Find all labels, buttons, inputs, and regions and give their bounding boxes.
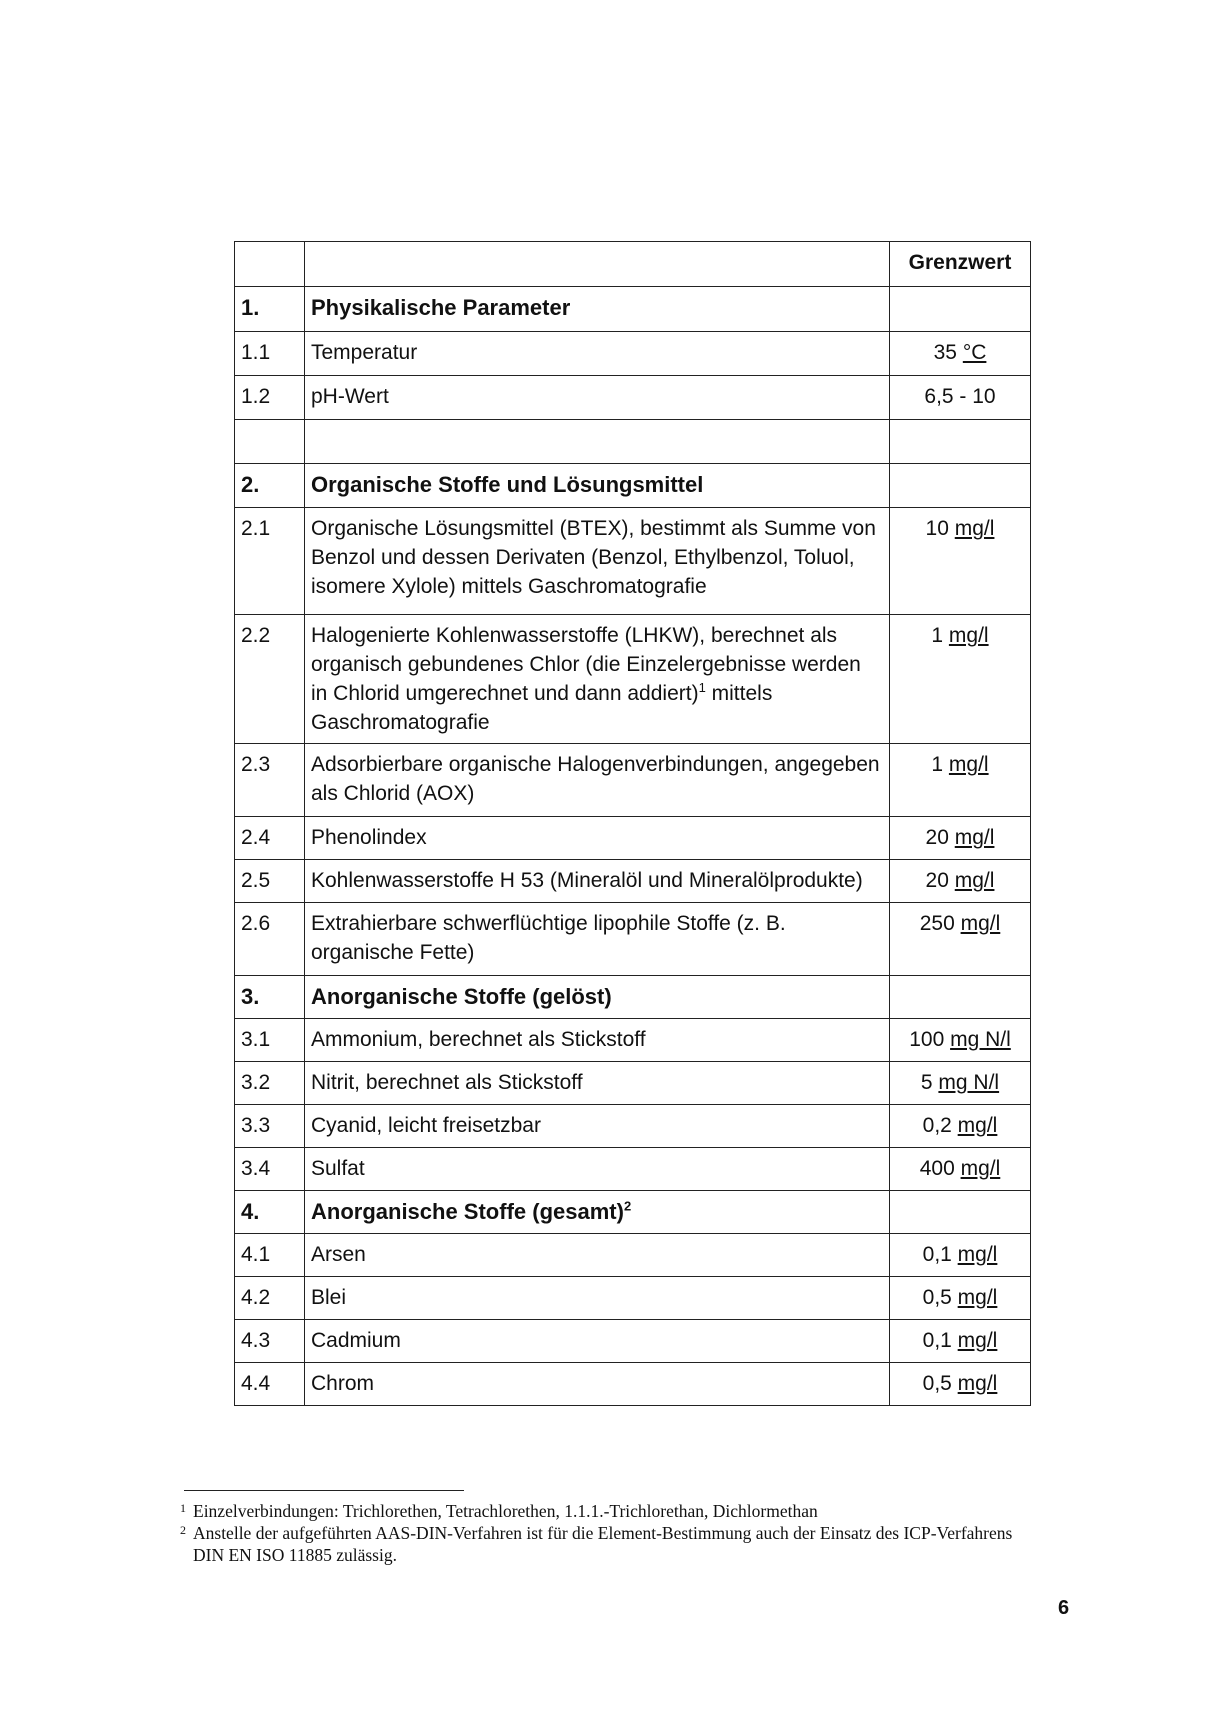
table-row [235, 1148, 1031, 1191]
limit-number: 1 [931, 624, 949, 647]
footnote-divider [184, 1490, 464, 1491]
row-description: Blei [305, 1277, 890, 1320]
limit-unit: mg/l [957, 1243, 998, 1266]
row-limit-value [890, 1363, 1031, 1406]
limit-number: 20 [925, 869, 955, 892]
row-limit-value [890, 817, 1031, 860]
row-number: 2.4 [235, 817, 305, 860]
row-limit-value [890, 1191, 1031, 1234]
table-row [235, 860, 1031, 903]
row-number: 3.1 [235, 1019, 305, 1062]
row-description: pH-Wert [305, 376, 890, 420]
row-description: Adsorbierbare organische Halogenverbindungen, angegeben als Chlorid (AOX) [305, 744, 890, 817]
row-description: Organische Stoffe und Lösungsmittel [305, 464, 890, 508]
row-limit-value [890, 332, 1031, 376]
row-limit-value [890, 376, 1031, 420]
limit-number: 0,1 [922, 1329, 958, 1352]
footnotes [180, 1500, 1020, 1566]
row-number: 2.5 [235, 860, 305, 903]
limit-number: 10 [925, 517, 955, 540]
row-description: Organische Lösungsmittel (BTEX), bestimmt als Summe von Benzol und dessen Derivaten (Benzol, Ethylbenzol, Toluol, isomere Xylole) mittels Gaschromatografie [305, 508, 890, 615]
row-description: Temperatur [305, 332, 890, 376]
limit-number: 0,5 [922, 1372, 958, 1395]
header-num-cell [235, 242, 305, 287]
row-number: 4.3 [235, 1320, 305, 1363]
table-row [235, 1277, 1031, 1320]
row-description: Sulfat [305, 1148, 890, 1191]
row-description: Cyanid, leicht freisetzbar [305, 1105, 890, 1148]
limit-number: 1 [931, 753, 949, 776]
limit-number: 35 [933, 341, 963, 364]
row-number: 4.1 [235, 1234, 305, 1277]
row-number: 4. [235, 1191, 305, 1234]
footnote-text: Einzelverbindungen: Trichlorethen, Tetrachlorethen, 1.1.1.-Trichlorethan, Dichlormethan [193, 1501, 818, 1521]
limit-unit: mg/l [954, 517, 995, 540]
row-number: 4.2 [235, 1277, 305, 1320]
row-description [305, 615, 890, 744]
footnote-ref-1: 1 [698, 680, 706, 695]
table-row [235, 615, 1031, 744]
limit-unit: mg/l [948, 753, 989, 776]
row-description: Phenolindex [305, 817, 890, 860]
table-row [235, 903, 1031, 976]
limit-unit: mg N/l [938, 1071, 1000, 1094]
limit-unit: mg/l [957, 1286, 998, 1309]
table-row [235, 817, 1031, 860]
row-limit-value [890, 420, 1031, 464]
limit-unit: mg N/l [950, 1028, 1011, 1051]
row-description: Physikalische Parameter [305, 287, 890, 332]
footnote-text: Anstelle der aufgeführten AAS-DIN-Verfahren ist für die Element-Bestimmung auch der Einsatz des ICP-Verfahrens DIN EN ISO 11885 zulässig. [193, 1523, 1013, 1565]
table-header-row [235, 242, 1031, 287]
footnote-ref-2: 2 [623, 1198, 632, 1214]
limit-unit: mg/l [957, 1329, 998, 1352]
row-description-text: Anorganische Stoffe (gesamt) [311, 1199, 624, 1224]
table-row [235, 1234, 1031, 1277]
limit-unit: mg/l [948, 624, 989, 647]
row-limit-value [890, 508, 1031, 615]
header-desc-cell [305, 242, 890, 287]
row-description: Kohlenwasserstoffe H 53 (Mineralöl und Mineralölprodukte) [305, 860, 890, 903]
table-row [235, 376, 1031, 420]
limit-values-table [234, 241, 1031, 1406]
row-number: 2. [235, 464, 305, 508]
footnote-mark: 2 [180, 1523, 186, 1537]
row-limit-value [890, 744, 1031, 817]
table-row [235, 1019, 1031, 1062]
footnote-mark: 1 [180, 1501, 186, 1515]
limit-number: 400 [919, 1157, 961, 1180]
row-number [235, 420, 305, 464]
table-row [235, 332, 1031, 376]
row-limit-value [890, 1019, 1031, 1062]
page-number: 6 [1058, 1597, 1070, 1619]
row-description: Arsen [305, 1234, 890, 1277]
row-number: 3.3 [235, 1105, 305, 1148]
row-limit-value [890, 903, 1031, 976]
limit-number: 6,5 - 10 [924, 385, 996, 408]
row-description: Extrahierbare schwerflüchtige lipophile Stoffe (z. B. organische Fette) [305, 903, 890, 976]
limit-number: 0,5 [922, 1286, 958, 1309]
limit-unit: mg/l [960, 1157, 1001, 1180]
row-description: Ammonium, berechnet als Stickstoff [305, 1019, 890, 1062]
row-limit-value [890, 1105, 1031, 1148]
row-number: 4.4 [235, 1363, 305, 1406]
row-limit-value [890, 615, 1031, 744]
row-number: 2.6 [235, 903, 305, 976]
row-description: Chrom [305, 1363, 890, 1406]
row-limit-value [890, 976, 1031, 1019]
row-description [305, 1191, 890, 1234]
row-limit-value [890, 1277, 1031, 1320]
row-limit-value [890, 1234, 1031, 1277]
limit-unit: mg/l [960, 912, 1001, 935]
row-description: Cadmium [305, 1320, 890, 1363]
row-limit-value [890, 860, 1031, 903]
row-description-text-after: mittels Gaschromatografie [311, 682, 773, 734]
header-limit-value: Grenzwert [890, 242, 1031, 287]
row-description [305, 420, 890, 464]
row-number: 1.2 [235, 376, 305, 420]
row-limit-value [890, 1062, 1031, 1105]
limit-number: 0,2 [922, 1114, 958, 1137]
limit-unit: mg/l [954, 826, 995, 849]
row-number: 2.1 [235, 508, 305, 615]
table-row [235, 744, 1031, 817]
limit-unit: mg/l [957, 1114, 998, 1137]
table-row [235, 1105, 1031, 1148]
row-limit-value [890, 287, 1031, 332]
row-number: 3.2 [235, 1062, 305, 1105]
row-number: 2.2 [235, 615, 305, 744]
limit-unit: mg/l [954, 869, 995, 892]
table-row [235, 508, 1031, 615]
table-row-section-2 [235, 464, 1031, 508]
footnote-2 [180, 1522, 1020, 1566]
limit-number: 100 [909, 1028, 951, 1051]
limit-unit: mg/l [957, 1372, 998, 1395]
limit-number: 20 [925, 826, 955, 849]
limit-number: 250 [919, 912, 961, 935]
row-limit-value [890, 1320, 1031, 1363]
row-number: 2.3 [235, 744, 305, 817]
row-limit-value [890, 1148, 1031, 1191]
table-row-section-1 [235, 287, 1031, 332]
table-row-section-3 [235, 976, 1031, 1019]
limit-number: 0,1 [922, 1243, 958, 1266]
table-row [235, 1320, 1031, 1363]
row-description-text: Halogenierte Kohlenwasserstoffe (LHKW), berechnet als organisch gebundenes Chlor (die Einzelergebnisse werden in Chlorid umgerechnet und dann addiert) [311, 624, 861, 705]
row-number: 1. [235, 287, 305, 332]
table-row-blank [235, 420, 1031, 464]
table-row-section-4 [235, 1191, 1031, 1234]
row-description: Anorganische Stoffe (gelöst) [305, 976, 890, 1019]
row-description: Nitrit, berechnet als Stickstoff [305, 1062, 890, 1105]
row-number: 3. [235, 976, 305, 1019]
table-row [235, 1363, 1031, 1406]
row-limit-value [890, 464, 1031, 508]
footnote-1 [180, 1500, 1020, 1522]
table-row [235, 1062, 1031, 1105]
limit-unit: °C [962, 341, 987, 364]
row-number: 3.4 [235, 1148, 305, 1191]
limit-number: 5 [920, 1071, 939, 1094]
row-number: 1.1 [235, 332, 305, 376]
